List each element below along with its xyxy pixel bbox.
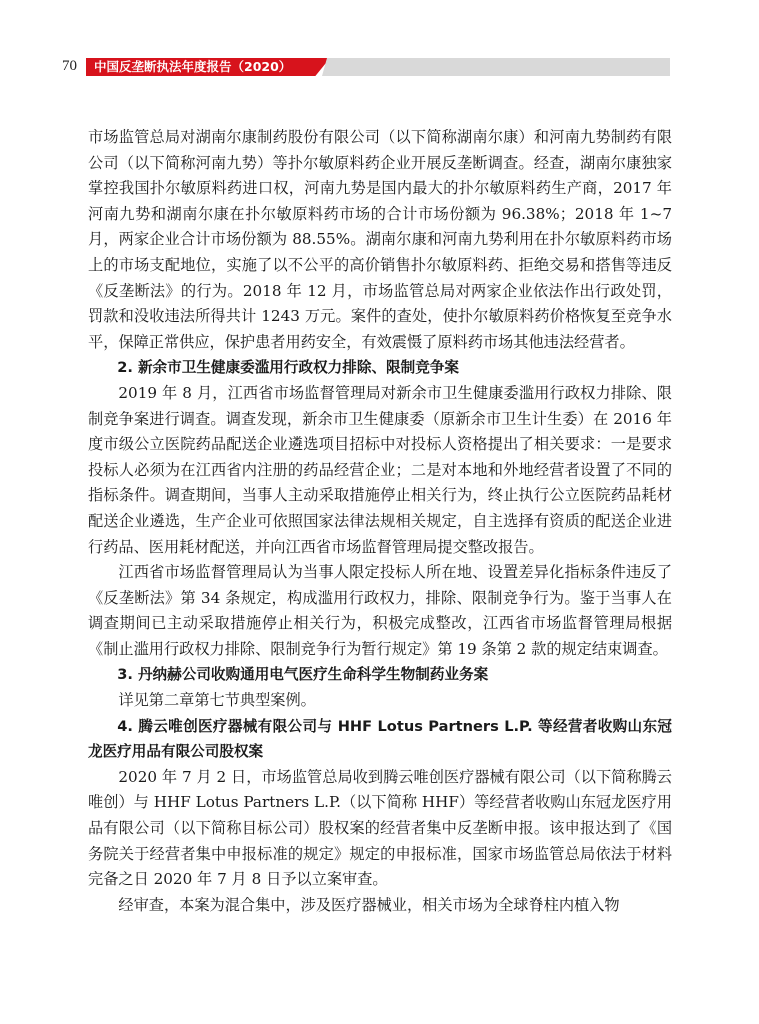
body-text	[88, 125, 672, 918]
paragraph: 江西省市场监督管理局认为当事人限定投标人所在地、设置差异化指标条件违反了《反垄断法》第 34 条规定，构成滥用行政权力，排除、限制竞争行为。鉴于当事人在调查期间已主动采取措施停止相关行为，积极完成整改，江西省市场监督管理局根据《制止滥用行政权力排除、限制竞争行为暂行规定》第 19 条第 2 款的规定结束调查。	[88, 563, 672, 658]
paragraph: 2020 年 7 月 2 日，市场监管总局收到腾云唯创医疗器械有限公司（以下简称腾云唯创）与 HHF Lotus Partners L.P.（以下简称 HHF）等经营者收购山东冠龙医疗用品有限公司（以下简称目标公司）股权案的经营者集中反垄断申报。该申报达到了《国务院关于经营者集中申报标准的规定》规定的申报标准，国家市场监管总局依法于材料完备之日 2020 年 7 月 8 日予以立案审查。	[88, 767, 672, 889]
report-title: 中国反垄断执法年度报告（2020）	[94, 59, 292, 74]
page-number: 70	[62, 58, 77, 74]
paragraph: 市场监管总局对湖南尔康制药股份有限公司（以下简称湖南尔康）和河南九势制药有限公司（以下简称河南九势）等扑尔敏原料药企业开展反垄断调查。经查，湖南尔康独家掌控我国扑尔敏原料药进口权，河南九势是国内最大的扑尔敏原料药生产商，2017 年河南九势和湖南尔康在扑尔敏原料药市场的合计市场份额为 96.38%；2018 年 1~7 月，两家企业合计市场份额为 88.55%。湖南尔康和河南九势利用在扑尔敏原料药市场上的市场支配地位，实施了以不公平的高价销售扑尔敏原料药、拒绝交易和搭售等违反《反垄断法》的行为。2018 年 12 月，市场监管总局对两家企业依法作出行政处罚，罚款和没收违法所得共计 1243 万元。案件的查处，使扑尔敏原料药价格恢复至竞争水平，保障正常供应，保护患者用药安全，有效震慑了原料药市场其他违法经营者。	[88, 128, 672, 351]
paragraph: 经审查，本案为混合集中，涉及医疗器械业，相关市场为全球脊柱内植入物	[118, 895, 620, 914]
paragraph: 2019 年 8 月，江西省市场监督管理局对新余市卫生健康委滥用行政权力排除、限制竞争案进行调查。调查发现，新余市卫生健康委（原新余市卫生计生委）在 2016 年度市级公立医院药品配送企业遴选项目招标中对投标人资格提出了相关要求：一是要求投标人必须为在江西省内注册的药品经营企业；二是对本地和外地经营者设置了不同的指标条件。调查期间，当事人主动采取措施停止相关行为，终止执行公立医院药品耗材配送企业遴选，生产企业可依照国家法律法规相关规定，自主选择有资质的配送企业进行药品、医用耗材配送，并向江西省市场监督管理局提交整改报告。	[88, 383, 672, 556]
header-rule	[322, 58, 670, 76]
page-header	[0, 0, 759, 90]
section-heading: 3. 丹纳赫公司收购通用电气医疗生命科学生物制药业务案	[117, 666, 489, 684]
section-heading: 2. 新余市卫生健康委滥用行政权力排除、限制竞争案	[117, 359, 460, 377]
section-heading: 4. 腾云唯创医疗器械有限公司与 HHF Lotus Partners L.P. 等经营者收购山东冠龙医疗用品有限公司股权案	[88, 717, 672, 761]
paragraph: 详见第二章第七节典型案例。	[118, 691, 316, 710]
